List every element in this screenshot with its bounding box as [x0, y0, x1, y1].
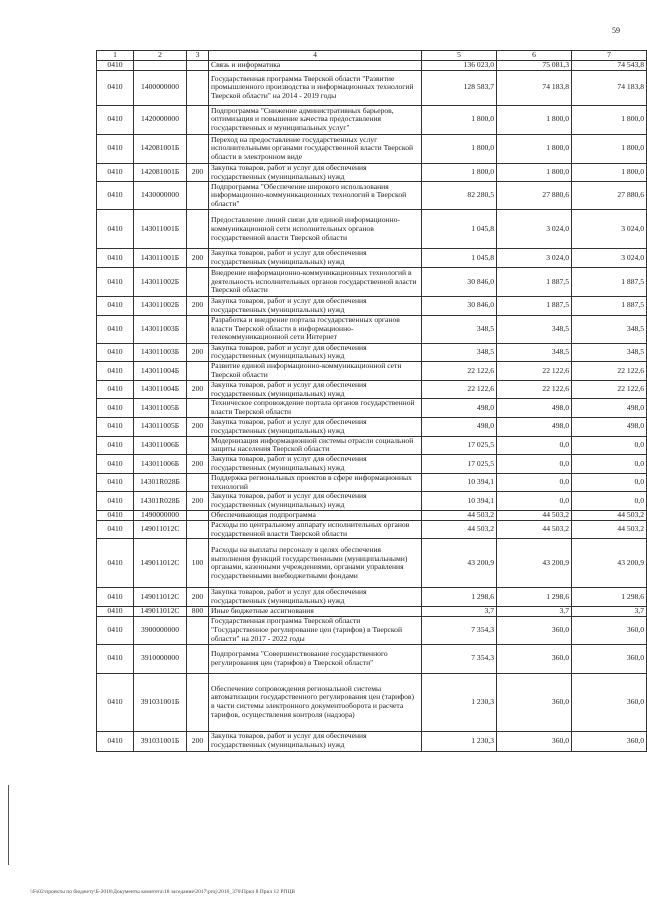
cell-target-code: 143011003Б	[134, 315, 187, 343]
cell-section: 0410	[97, 134, 134, 163]
cell-section: 0410	[97, 510, 134, 520]
cell-amount-year-1: 82 280,5	[422, 182, 497, 210]
header-col-7: 7	[572, 51, 647, 61]
cell-amount-year-1: 30 846,0	[422, 296, 497, 315]
cell-amount-year-1: 44 503,2	[422, 520, 497, 539]
cell-section: 0410	[97, 644, 134, 673]
table-row	[97, 249, 647, 268]
table-row	[97, 539, 647, 588]
cell-section: 0410	[97, 520, 134, 539]
cell-target-code: 1420000000	[134, 105, 187, 134]
table-row	[97, 163, 647, 182]
cell-expense-type: 200	[187, 343, 209, 362]
cell-expense-type: 200	[187, 455, 209, 474]
table-row	[97, 70, 647, 105]
cell-name: Закупка товаров, работ и услуг для обеспечения государственных (муниципальных) нужд	[209, 249, 422, 268]
cell-amount-year-3: 1 298,6	[572, 588, 647, 607]
table-row	[97, 455, 647, 474]
table-row	[97, 644, 647, 673]
cell-amount-year-1: 128 583,7	[422, 70, 497, 105]
cell-amount-year-2: 360,0	[497, 731, 572, 751]
cell-name: Закупка товаров, работ и услуг для обеспечения государственных (муниципальных) нужд	[209, 455, 422, 474]
cell-expense-type: 200	[187, 163, 209, 182]
table-row	[97, 673, 647, 731]
cell-amount-year-3: 1 887,5	[572, 267, 647, 296]
cell-expense-type	[187, 616, 209, 644]
cell-section: 0410	[97, 380, 134, 399]
table-row	[97, 61, 647, 71]
cell-target-code: 149011012С	[134, 588, 187, 607]
cell-amount-year-2: 348,5	[497, 315, 572, 343]
cell-section: 0410	[97, 182, 134, 210]
budget-table	[96, 50, 647, 752]
cell-amount-year-3: 44 503,2	[572, 510, 647, 520]
cell-expense-type: 100	[187, 539, 209, 588]
cell-expense-type	[187, 61, 209, 71]
cell-amount-year-2: 3 024,0	[497, 249, 572, 268]
cell-amount-year-1: 1 298,6	[422, 588, 497, 607]
cell-target-code: 391031001Б	[134, 731, 187, 751]
cell-amount-year-1: 17 025,5	[422, 436, 497, 455]
cell-amount-year-3: 498,0	[572, 417, 647, 436]
cell-amount-year-3: 3,7	[572, 606, 647, 616]
cell-expense-type: 200	[187, 380, 209, 399]
cell-expense-type	[187, 134, 209, 163]
cell-amount-year-1: 1 800,0	[422, 105, 497, 134]
cell-target-code: 14301R028Б	[134, 492, 187, 511]
cell-amount-year-2: 43 200,9	[497, 539, 572, 588]
cell-section: 0410	[97, 731, 134, 751]
cell-amount-year-3: 22 122,6	[572, 380, 647, 399]
cell-amount-year-2: 75 081,3	[497, 61, 572, 71]
cell-target-code: 143011005Б	[134, 417, 187, 436]
cell-amount-year-3: 3 024,0	[572, 249, 647, 268]
cell-target-code	[134, 61, 187, 71]
table-row	[97, 510, 647, 520]
table-row	[97, 588, 647, 607]
table-header-row	[97, 51, 647, 61]
cell-target-code: 143011004Б	[134, 380, 187, 399]
cell-amount-year-2: 1 800,0	[497, 105, 572, 134]
cell-amount-year-3: 1 800,0	[572, 134, 647, 163]
cell-amount-year-1: 22 122,6	[422, 362, 497, 381]
cell-name: Государственная программа Тверской области "Развитие промышленного производства и информационных технологий Тверской области" на 2014 - 2019 годы	[209, 70, 422, 105]
cell-name: Поддержка региональных проектов в сфере информационных технологий	[209, 473, 422, 492]
cell-name: Государственная программа Тверской области "Государственное регулирование цен (тарифов) в Тверской области" на 2017 - 2022 годы	[209, 616, 422, 644]
scan-mark	[8, 785, 9, 865]
cell-amount-year-3: 360,0	[572, 616, 647, 644]
cell-target-code: 1490000000	[134, 510, 187, 520]
cell-name: Расходы по центральному аппарату исполнительных органов государственной власти Тверской области	[209, 520, 422, 539]
cell-target-code: 143011002Б	[134, 267, 187, 296]
cell-expense-type: 200	[187, 492, 209, 511]
cell-expense-type	[187, 315, 209, 343]
cell-amount-year-3: 74 543,8	[572, 61, 647, 71]
cell-amount-year-1: 498,0	[422, 399, 497, 418]
cell-amount-year-3: 0,0	[572, 492, 647, 511]
cell-name: Обеспечение сопровождения региональной системы автоматизации государственного регулирования цен (тарифов) в части системы электронного документооборота и расчета тарифов, осуществления контроля (надзора)	[209, 673, 422, 731]
cell-target-code: 143011002Б	[134, 296, 187, 315]
cell-amount-year-3: 360,0	[572, 731, 647, 751]
cell-expense-type: 200	[187, 296, 209, 315]
cell-section: 0410	[97, 606, 134, 616]
cell-expense-type: 200	[187, 588, 209, 607]
header-col-5: 5	[422, 51, 497, 61]
cell-amount-year-2: 22 122,6	[497, 380, 572, 399]
cell-target-code: 143011001Б	[134, 249, 187, 268]
cell-name: Подпрограмма "Совершенствование государственного регулирования цен (тарифов) в Тверской области"	[209, 644, 422, 673]
cell-amount-year-1: 22 122,6	[422, 380, 497, 399]
cell-expense-type	[187, 105, 209, 134]
cell-amount-year-2: 44 503,2	[497, 510, 572, 520]
cell-target-code: 143011001Б	[134, 210, 187, 249]
cell-name: Развитие единой информационно-коммуникационной сети Тверской области	[209, 362, 422, 381]
cell-amount-year-2: 3 024,0	[497, 210, 572, 249]
cell-target-code: 1430000000	[134, 182, 187, 210]
table-row	[97, 315, 647, 343]
cell-target-code: 142081001Б	[134, 134, 187, 163]
cell-amount-year-2: 360,0	[497, 644, 572, 673]
cell-name: Подпрограмма "Снижение административных барьеров, оптимизация и повышение качества предоставления государственных и муниципальных услуг"	[209, 105, 422, 134]
cell-section: 0410	[97, 455, 134, 474]
page-number: 59	[612, 26, 620, 35]
cell-section: 0410	[97, 105, 134, 134]
cell-amount-year-2: 1 887,5	[497, 296, 572, 315]
cell-expense-type	[187, 510, 209, 520]
cell-name: Закупка товаров, работ и услуг для обеспечения государственных (муниципальных) нужд	[209, 296, 422, 315]
cell-name: Закупка товаров, работ и услуг для обеспечения государственных (муниципальных) нужд	[209, 588, 422, 607]
cell-amount-year-1: 1 230,3	[422, 731, 497, 751]
cell-amount-year-3: 1 887,5	[572, 296, 647, 315]
cell-amount-year-2: 1 887,5	[497, 267, 572, 296]
cell-amount-year-1: 1 045,8	[422, 210, 497, 249]
cell-amount-year-1: 136 023,0	[422, 61, 497, 71]
table-row	[97, 267, 647, 296]
cell-section: 0410	[97, 399, 134, 418]
table-row	[97, 520, 647, 539]
table-row	[97, 399, 647, 418]
cell-expense-type	[187, 644, 209, 673]
table-row	[97, 492, 647, 511]
cell-section: 0410	[97, 315, 134, 343]
cell-section: 0410	[97, 539, 134, 588]
cell-section: 0410	[97, 436, 134, 455]
cell-name: Предоставление линий связи для единой информационно-коммуникационной сети исполнительных органов государственной власти Тверской области	[209, 210, 422, 249]
cell-amount-year-1: 1 800,0	[422, 163, 497, 182]
cell-expense-type	[187, 210, 209, 249]
cell-amount-year-3: 44 503,2	[572, 520, 647, 539]
cell-name: Связь и информатика	[209, 61, 422, 71]
cell-section: 0410	[97, 492, 134, 511]
cell-section: 0410	[97, 249, 134, 268]
cell-amount-year-2: 0,0	[497, 492, 572, 511]
cell-expense-type	[187, 473, 209, 492]
table-row	[97, 417, 647, 436]
cell-target-code: 143011005Б	[134, 399, 187, 418]
cell-name: Техническое сопровождение портала органов государственной власти Тверской области	[209, 399, 422, 418]
table-row	[97, 343, 647, 362]
cell-expense-type: 800	[187, 606, 209, 616]
cell-name: Закупка товаров, работ и услуг для обеспечения государственных (муниципальных) нужд	[209, 343, 422, 362]
cell-amount-year-3: 360,0	[572, 644, 647, 673]
cell-target-code: 143011004Б	[134, 362, 187, 381]
cell-amount-year-1: 348,5	[422, 315, 497, 343]
cell-expense-type: 200	[187, 417, 209, 436]
cell-section: 0410	[97, 673, 134, 731]
cell-amount-year-2: 0,0	[497, 436, 572, 455]
cell-amount-year-3: 27 880,6	[572, 182, 647, 210]
cell-amount-year-3: 0,0	[572, 455, 647, 474]
cell-section: 0410	[97, 588, 134, 607]
cell-name: Закупка товаров, работ и услуг для обеспечения государственных (муниципальных) нужд	[209, 492, 422, 511]
cell-amount-year-2: 498,0	[497, 417, 572, 436]
cell-amount-year-1: 10 394,1	[422, 473, 497, 492]
cell-expense-type	[187, 399, 209, 418]
header-col-6: 6	[497, 51, 572, 61]
cell-amount-year-2: 44 503,2	[497, 520, 572, 539]
cell-amount-year-3: 1 800,0	[572, 163, 647, 182]
cell-amount-year-3: 348,5	[572, 315, 647, 343]
cell-section: 0410	[97, 163, 134, 182]
cell-expense-type: 200	[187, 731, 209, 751]
cell-amount-year-1: 30 846,0	[422, 267, 497, 296]
cell-expense-type	[187, 267, 209, 296]
cell-amount-year-3: 498,0	[572, 399, 647, 418]
cell-target-code: 14301R028Б	[134, 473, 187, 492]
cell-name: Закупка товаров, работ и услуг для обеспечения государственных (муниципальных) нужд	[209, 380, 422, 399]
cell-expense-type	[187, 673, 209, 731]
cell-amount-year-2: 27 880,6	[497, 182, 572, 210]
cell-name: Разработка и внедрение портала государственных органов власти Тверской области в информационно-телекоммуникационной сети Интернет	[209, 315, 422, 343]
cell-target-code: 149011012С	[134, 606, 187, 616]
cell-amount-year-1: 498,0	[422, 417, 497, 436]
cell-name: Закупка товаров, работ и услуг для обеспечения государственных (муниципальных) нужд	[209, 731, 422, 751]
cell-amount-year-2: 0,0	[497, 455, 572, 474]
cell-amount-year-2: 3,7	[497, 606, 572, 616]
cell-amount-year-3: 0,0	[572, 473, 647, 492]
cell-name: Внедрение информационно-коммуникационных технологий в деятельность исполнительных органов государственной власти Тверской области	[209, 267, 422, 296]
cell-amount-year-1: 7 354,3	[422, 644, 497, 673]
header-col-1: 1	[97, 51, 134, 61]
cell-amount-year-3: 3 024,0	[572, 210, 647, 249]
header-col-2: 2	[134, 51, 187, 61]
table-row	[97, 616, 647, 644]
cell-amount-year-3: 74 183,8	[572, 70, 647, 105]
table-row	[97, 105, 647, 134]
cell-name: Переход на предоставление государственных услуг исполнительными органами государственной власти Тверской области в электронном виде	[209, 134, 422, 163]
cell-name: Расходы на выплаты персоналу в целях обеспечения выполнения функций государственными (муниципальными) органами, казенными учреждениями, органами управления государственными внебюджетными фондами	[209, 539, 422, 588]
cell-amount-year-1: 44 503,2	[422, 510, 497, 520]
cell-section: 0410	[97, 296, 134, 315]
cell-section: 0410	[97, 343, 134, 362]
cell-section: 0410	[97, 616, 134, 644]
cell-amount-year-3: 22 122,6	[572, 362, 647, 381]
cell-amount-year-3: 0,0	[572, 436, 647, 455]
cell-target-code: 149011012С	[134, 520, 187, 539]
cell-amount-year-2: 498,0	[497, 399, 572, 418]
cell-name: Модернизация информационной системы отрасли социальной защиты населения Тверской области	[209, 436, 422, 455]
table-row	[97, 731, 647, 751]
cell-target-code: 149011012С	[134, 539, 187, 588]
cell-expense-type	[187, 436, 209, 455]
cell-target-code: 143011006Б	[134, 436, 187, 455]
cell-amount-year-1: 7 354,3	[422, 616, 497, 644]
file-path-footer: \\Fs02\проекты по бюджету\Б-2018\Документы комитета\18 заседание\2017\proj\2016_376\Прил 8 Прил 12 РПЦВ	[30, 889, 296, 895]
cell-name: Подпрограмма "Обеспечение широкого использования информационно-коммуникационных технологий в Тверской области"	[209, 182, 422, 210]
cell-amount-year-2: 348,5	[497, 343, 572, 362]
table-row	[97, 296, 647, 315]
cell-section: 0410	[97, 417, 134, 436]
cell-target-code: 3910000000	[134, 644, 187, 673]
header-col-4: 4	[209, 51, 422, 61]
cell-expense-type	[187, 182, 209, 210]
cell-amount-year-3: 348,5	[572, 343, 647, 362]
cell-target-code: 143011003Б	[134, 343, 187, 362]
cell-amount-year-2: 74 183,8	[497, 70, 572, 105]
cell-expense-type: 200	[187, 249, 209, 268]
cell-amount-year-1: 10 394,1	[422, 492, 497, 511]
cell-target-code: 1400000000	[134, 70, 187, 105]
cell-amount-year-3: 1 800,0	[572, 105, 647, 134]
cell-expense-type	[187, 520, 209, 539]
table-row	[97, 182, 647, 210]
cell-section: 0410	[97, 61, 134, 71]
cell-amount-year-1: 43 200,9	[422, 539, 497, 588]
cell-amount-year-2: 0,0	[497, 473, 572, 492]
cell-amount-year-2: 1 800,0	[497, 134, 572, 163]
cell-amount-year-1: 348,5	[422, 343, 497, 362]
cell-section: 0410	[97, 267, 134, 296]
cell-section: 0410	[97, 210, 134, 249]
cell-target-code: 142081001Б	[134, 163, 187, 182]
table-row	[97, 473, 647, 492]
cell-amount-year-1: 1 045,8	[422, 249, 497, 268]
table-row	[97, 436, 647, 455]
cell-amount-year-2: 360,0	[497, 616, 572, 644]
table-row	[97, 606, 647, 616]
cell-target-code: 3900000000	[134, 616, 187, 644]
cell-target-code: 143011006Б	[134, 455, 187, 474]
cell-amount-year-2: 22 122,6	[497, 362, 572, 381]
header-col-3: 3	[187, 51, 209, 61]
table-row	[97, 210, 647, 249]
cell-amount-year-2: 1 800,0	[497, 163, 572, 182]
cell-name: Закупка товаров, работ и услуг для обеспечения государственных (муниципальных) нужд	[209, 417, 422, 436]
cell-name: Обеспечивающая подпрограмма	[209, 510, 422, 520]
cell-amount-year-2: 1 298,6	[497, 588, 572, 607]
cell-amount-year-1: 1 230,3	[422, 673, 497, 731]
cell-amount-year-1: 17 025,5	[422, 455, 497, 474]
cell-amount-year-1: 1 800,0	[422, 134, 497, 163]
table-row	[97, 134, 647, 163]
cell-expense-type	[187, 70, 209, 105]
cell-amount-year-2: 360,0	[497, 673, 572, 731]
cell-name: Закупка товаров, работ и услуг для обеспечения государственных (муниципальных) нужд	[209, 163, 422, 182]
cell-amount-year-3: 360,0	[572, 673, 647, 731]
cell-expense-type	[187, 362, 209, 381]
cell-amount-year-3: 43 200,9	[572, 539, 647, 588]
cell-target-code: 391031001Б	[134, 673, 187, 731]
table-row	[97, 380, 647, 399]
cell-section: 0410	[97, 473, 134, 492]
cell-amount-year-1: 3,7	[422, 606, 497, 616]
table-row	[97, 362, 647, 381]
cell-section: 0410	[97, 362, 134, 381]
cell-name: Иные бюджетные ассигнования	[209, 606, 422, 616]
cell-section: 0410	[97, 70, 134, 105]
